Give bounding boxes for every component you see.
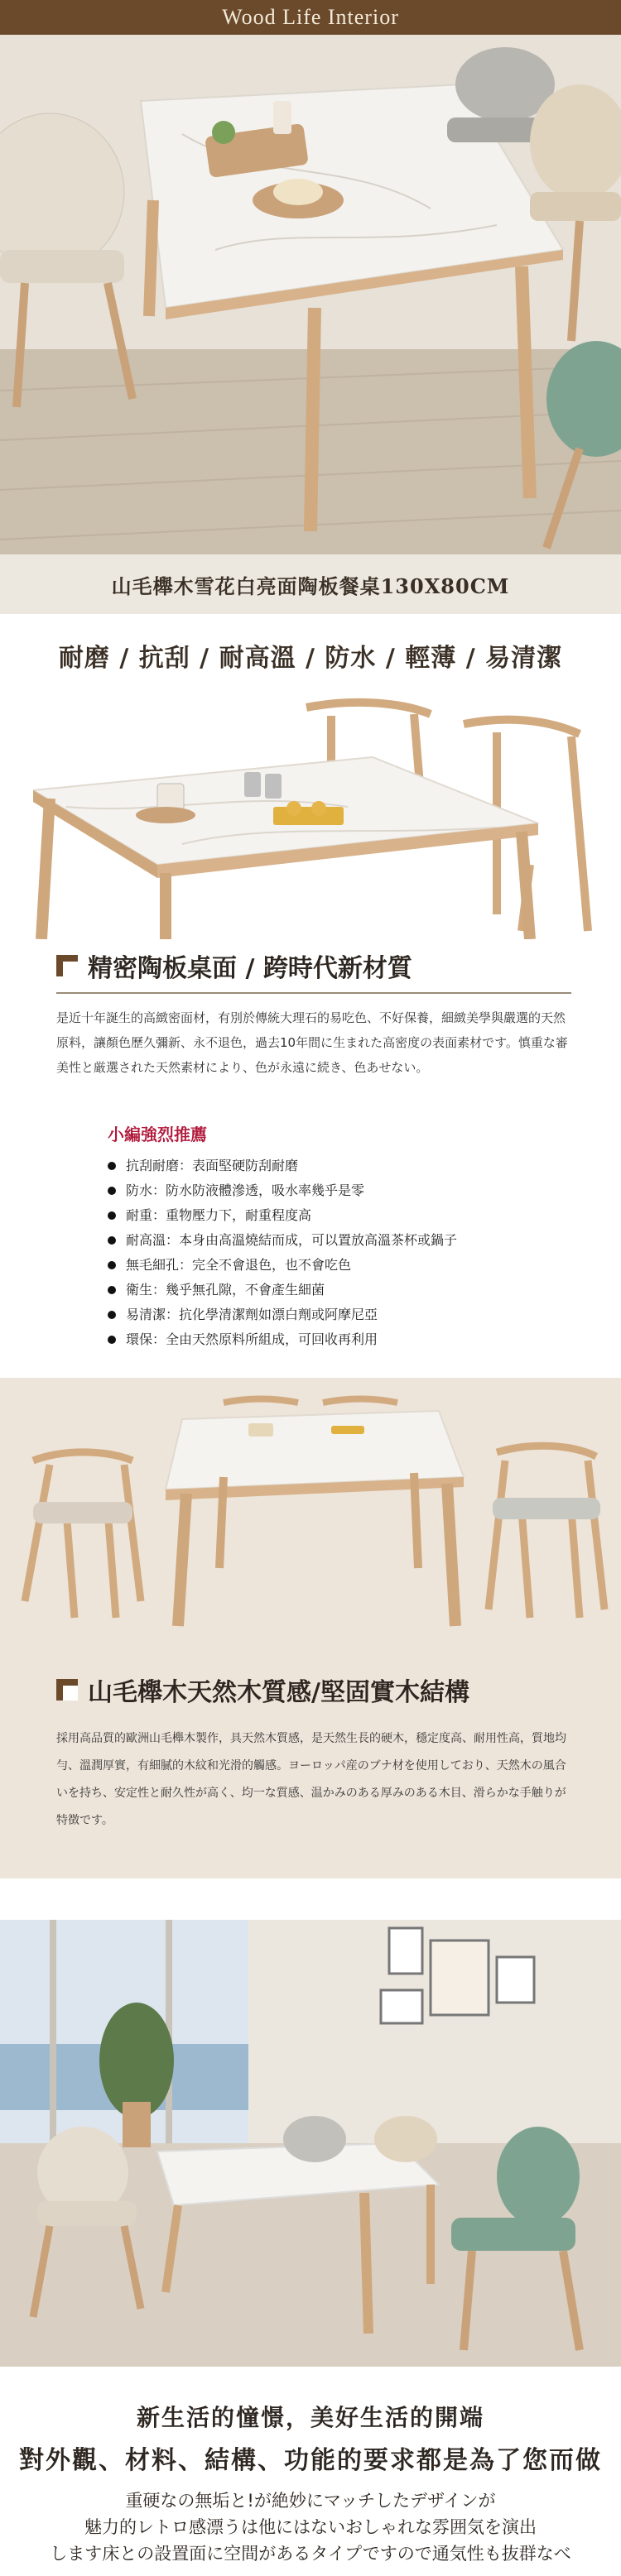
section-ceramic-top <box>56 947 571 994</box>
closing-japanese <box>0 2487 621 2567</box>
table-photo <box>33 691 604 939</box>
list-item: 衛生：幾乎無孔隙，不會產生細菌 <box>108 1278 588 1302</box>
section-title-text: 精密陶板桌面 / 跨時代新材質 <box>88 954 412 983</box>
recommend-title: 小編強烈推薦 <box>108 1125 207 1144</box>
recommend-list <box>108 1154 588 1352</box>
section-divider <box>56 992 571 994</box>
product-caption-bar <box>0 554 621 614</box>
bullet-icon <box>108 1261 116 1269</box>
square-bullet-icon <box>56 955 78 976</box>
closing-line-5: します床との設置面に空間があるタイプですので通気性も抜群なべ <box>50 2544 571 2564</box>
section-beech-wood <box>56 1672 571 1708</box>
list-item: 環保：全由天然原料所組成，可回收再利用 <box>108 1327 588 1352</box>
list-item: 抗刮耐磨：表面堅硬防刮耐磨 <box>108 1154 588 1178</box>
list-item: 無毛細孔：完全不會退色，也不會吃色 <box>108 1253 588 1278</box>
list-item: 易清潔：抗化學清潔劑如漂白劑或阿摩尼亞 <box>108 1302 588 1327</box>
ceramic-description: 是近十年誕生的高緻密面材，有別於傳統大理石的易吃色、不好保養，細緻美學與嚴選的天然原料，讓顏色歷久彌新、永不退色，過去10年間に生まれた高密度の表面素材です。慎重な審美性と厳選された天然素材により、色が永遠に続き、色あせない。 <box>56 1010 568 1075</box>
bullet-icon <box>108 1236 116 1245</box>
bullet-icon <box>108 1336 116 1344</box>
bullet-icon <box>108 1286 116 1294</box>
product-caption: 山毛櫸木雪花白亮面陶板餐桌130X80CM <box>111 573 510 598</box>
brand-title: Wood Life Interior <box>222 5 399 29</box>
hero-photo <box>0 35 621 554</box>
features-headline: 耐磨 / 抗刮 / 耐高溫 / 防水 / 輕薄 / 易清潔 <box>58 644 563 673</box>
bullet-icon <box>108 1187 116 1195</box>
closing-line-1: 新生活的憧憬，美好生活的開端 <box>136 2404 484 2431</box>
beech-wood-description: 採用高品質的歐洲山毛櫸木製作，具天然木質感，是天然生長的硬木，穩定度高、耐用性高，質地均勻、溫潤厚實，有細膩的木紋和光滑的觸感。ヨーロッパ産のブナ材を使用しており、天然木の風合いを持ち、安定性と耐久性が高く、均一な質感、温かみのある厚みのある木目、滑らかな手触りが特徴です。 <box>56 1732 566 1827</box>
list-item: 防水：防水防液體滲透，吸水率幾乎是零 <box>108 1178 588 1203</box>
room-photo <box>0 1920 621 2367</box>
bullet-icon <box>108 1162 116 1170</box>
list-item: 耐高溫：本身由高溫燒結而成，可以置放高溫茶杯或鍋子 <box>108 1228 588 1253</box>
section-title <box>56 947 571 984</box>
bullet-icon <box>108 1311 116 1319</box>
closing-line-4: 魅力的レトロ感漂うは他にはないおしゃれな雰囲気を演出 <box>84 2517 537 2537</box>
brand-header <box>0 0 621 35</box>
square-bullet-icon <box>56 1679 78 1701</box>
section-title <box>56 1672 571 1708</box>
closing-line-2: 對外觀、材料、結構、功能的要求都是為了您而做 <box>19 2446 602 2475</box>
recommend-box <box>108 1121 588 1352</box>
list-item: 耐重：重物壓力下，耐重程度高 <box>108 1203 588 1228</box>
bullet-icon <box>108 1211 116 1220</box>
closing-copy <box>0 2400 621 2567</box>
hero-illustration <box>0 35 621 554</box>
dining-set-photo <box>0 1378 621 1651</box>
room-illustration <box>0 1920 621 2367</box>
section-title-text: 山毛櫸木天然木質感/堅固實木結構 <box>88 1678 469 1707</box>
closing-line-3: 重硬なの無垢と!が絶妙にマッチしたデザインが <box>125 2491 496 2511</box>
